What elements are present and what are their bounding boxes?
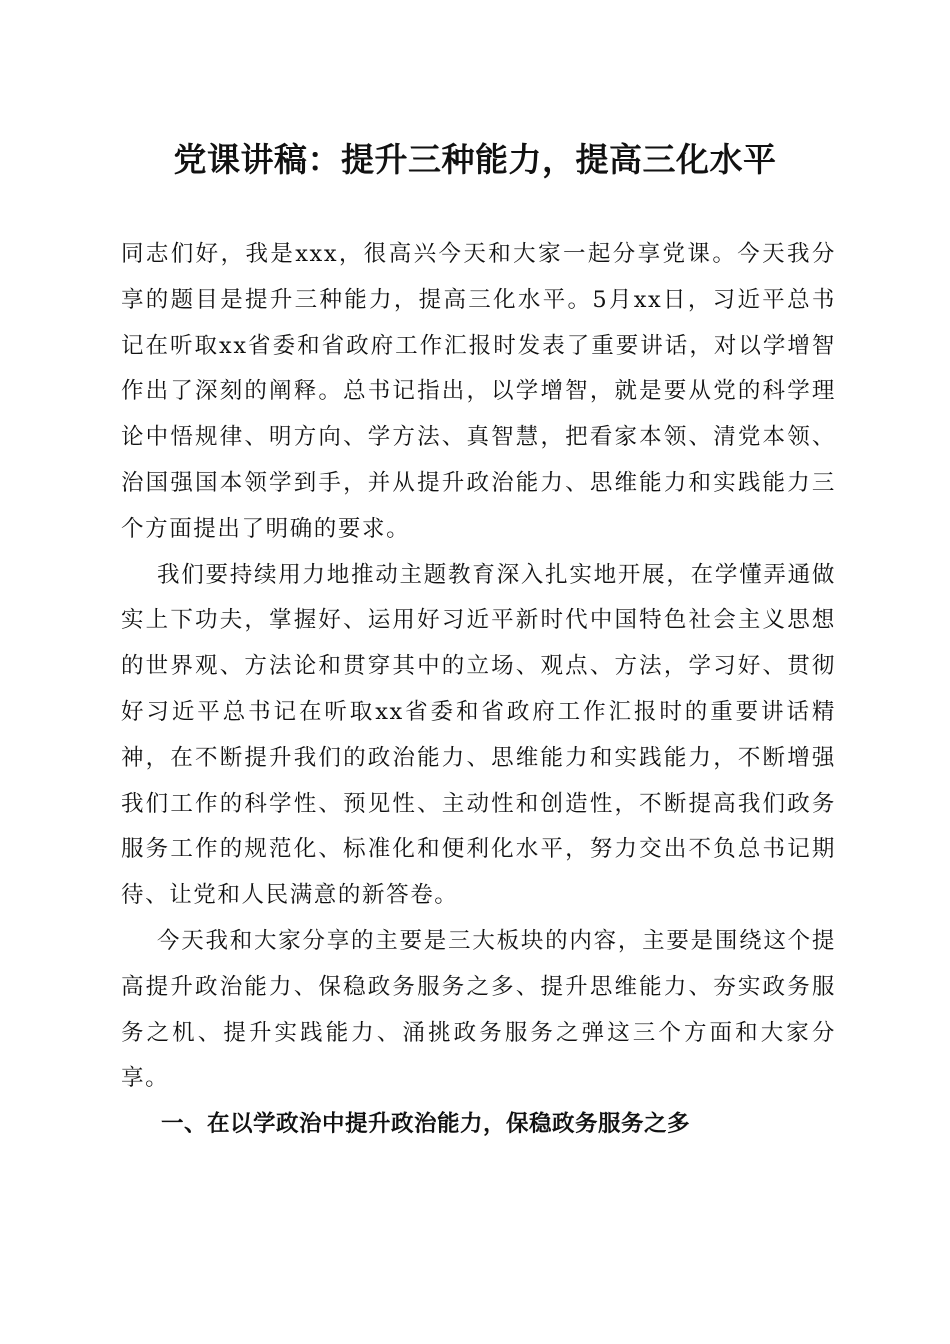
paragraph-theme-education: 我们要持续用力地推动主题教育深入扎实地开展，在学懂弄通做实上下功夫，掌握好、运用好习近平新时代中国特色社会主义思想的世界观、方法论和贯穿其中的立场、观点、方法，学习好、贯彻好习近平总书记在听取xx省委和省政府工作汇报时的重要讲话精神，在不断提升我们的政治能力、思维能力和实践能力，不断增强我们工作的科学性、预见性、主动性和创造性，不断提高我们政务服务工作的规范化、标准化和便利化水平，努力交出不负总书记期待、让党和人民满意的新答卷。 [121,561,836,909]
paragraph-overview: 今天我和大家分享的主要是三大板块的内容，主要是围绕这个提高提升政治能力、保稳政务服务之多、提升思维能力、夯实政务服务之机、提升实践能力、涌挑政务服务之弹这三个方面和大家分享。 [121,927,836,1092]
document-body [121,232,836,1148]
paragraph-intro: 同志们好，我是xxx，很高兴今天和大家一起分享党课。今天我分享的题目是提升三种能力，提高三化水平。5月xx日，习近平总书记在听取xx省委和省政府工作汇报时发表了重要讲话，对以学增智作出了深刻的阐释。总书记指出，以学增智，就是要从党的科学理论中悟规律、明方向、学方法、真智慧，把看家本领、清党本领、治国强国本领学到手，并从提升政治能力、思维能力和实践能力三个方面提出了明确的要求。 [121,241,836,542]
document-title: 党课讲稿：提升三种能力，提高三化水平 [173,140,777,179]
section-heading-one: 一、在以学政治中提升政治能力，保稳政务服务之多 [161,1111,691,1138]
